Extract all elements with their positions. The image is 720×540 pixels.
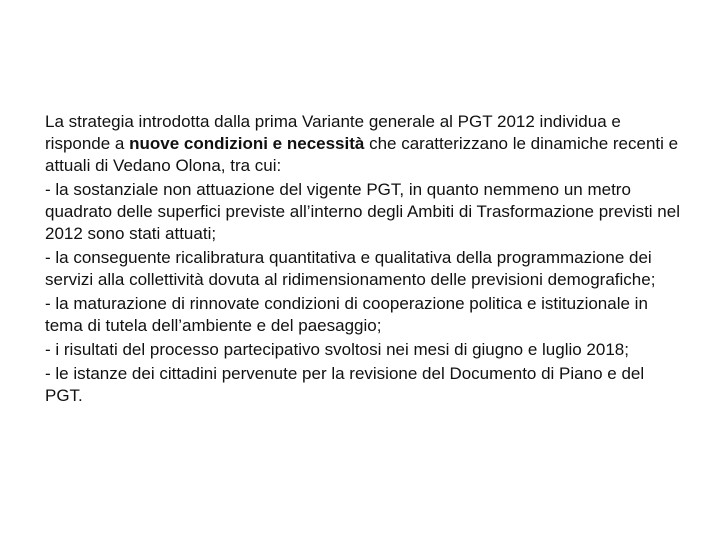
intro-bold-phrase: nuove condizioni e necessità [129,134,365,153]
intro-text-before: La strategia introdotta dalla prima Variante generale al PGT 2012 individua e risponde a [45,112,621,153]
list-item: - la conseguente ricalibratura quantitativa e qualitativa della programmazione dei servizi alla collettività dovuta al ridimensionamento delle previsioni demografiche; [45,248,656,289]
body-text [45,111,685,409]
list-item: - la sostanziale non attuazione del vigente PGT, in quanto nemmeno un metro quadrato delle superfici previste all’interno degli Ambiti di Trasformazione previsti nel 2012 sono stati attuati; [45,180,680,243]
intro-paragraph [45,111,685,177]
list-item: - le istanze dei cittadini pervenute per la revisione del Documento di Piano e del PGT. [45,364,645,405]
intro-text-after: che caratterizzano le dinamiche recenti e attuali di Vedano Olona, tra cui: [45,134,679,175]
list-item: - la maturazione di rinnovate condizioni di cooperazione politica e istituzionale in tema di tutela dell’ambiente e del paesaggio; [45,294,648,335]
list-item: - i risultati del processo partecipativo svoltosi nei mesi di giugno e luglio 2018; [45,340,629,359]
